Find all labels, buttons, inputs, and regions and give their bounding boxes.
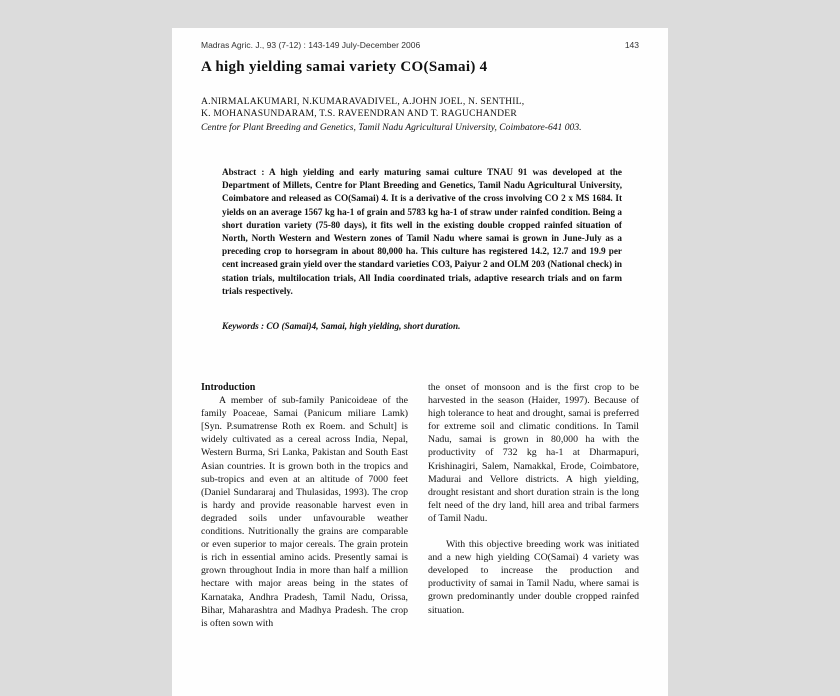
- introduction-heading: Introduction: [201, 382, 256, 393]
- affiliation: Centre for Plant Breeding and Genetics, Tamil Nadu Agricultural University, Coimbatore-641 003.: [201, 122, 582, 133]
- abstract-text: A high yielding and early maturing samai culture TNAU 91 was developed at the Department of Millets, Centre for Plant Breeding and Genetics, Tamil Nadu Agricultural University, Coimbatore and released as CO(Samai) 4. It is a derivative of the cross involving CO 2 x MS 1684. It yields on an average 1567 kg ha-1 of grain and 5783 kg ha-1 of straw under rainfed condition. Being a short duration variety (75-80 days), it fits well in the existing double cropped rainfed situation of North, North Western and Western zones of Tamil Nadu where samai is grown in June-July as a preceding crop to horsegram in about 80,000 ha. This culture has registered 14.2, 12.7 and 19.9 per cent increased grain yield over the standard varieties CO3, Paiyur 2 and OLM 203 (National check) in station trials, multilocation trials, All India coordinated trials, adaptive research trials and on farm trials respectively.: [222, 167, 622, 296]
- author-line-2: K. MOHANASUNDARAM, T.S. RAVEENDRAN AND T. RAGUCHANDER: [201, 108, 517, 119]
- author-line-1: A.NIRMALAKUMARI, N.KUMARAVADIVEL, A.JOHN JOEL, N. SENTHIL,: [201, 96, 525, 107]
- left-column: [201, 381, 408, 630]
- abstract-block: [222, 166, 622, 298]
- paper-page: [172, 28, 668, 696]
- page-number: 143: [624, 40, 639, 50]
- journal-citation: Madras Agric. J., 93 (7-12) : 143-149 July-December 2006: [201, 40, 421, 50]
- keywords: Keywords : CO (Samai)4, Samai, high yielding, short duration.: [222, 321, 461, 331]
- abstract-label: Abstract :: [222, 167, 265, 177]
- author-list: [201, 96, 641, 120]
- intro-paragraph-1: A member of sub-family Panicoideae of the family Poaceae, Samai (Panicum miliare Lamk) [Syn. P.sumatrense Roth ex Roem. and Schult] is widely cultivated as a cereal across India, Nepal, Western Burma, Sri Lanka, Pakistan and South East Asian countries. It is grown both in the tropics and sub-tropics and even at an altitude of 7000 feet (Daniel Sundararaj and Thulasidas, 1993). The crop is hardy and provide reasonable harvest even in degraded soils under unfavourable weather conditions. Nutritionally the grains are comparable or even superior to major cereals. The grain protein is rich in essential amino acids. Presently samai is grown throughout India in more than half a million hectare with major areas being in the states of Karnataka, Andhra Pradesh, Tamil Nadu, Orissa, Bihar, Maharashtra and Madhya Pradesh. The crop is often sown with: [201, 395, 408, 629]
- paper-title: A high yielding samai variety CO(Samai) 4: [201, 59, 488, 75]
- intro-paragraph-2: the onset of monsoon and is the first crop to be harvested in the season (Haider, 1997). Because of high tolerance to heat and drought, samai is preferred for extreme soil and climatic conditions. In Tamil Nadu, samai is grown in 80,000 ha with the productivity of 732 kg ha-1 at Dharmapuri, Krishinagiri, Salem, Namakkal, Erode, Coimbatore, Madurai and Vellore districts. A high yielding, drought resistant and short duration strain is the long felt need of the dry land, hill area and tribal farmers of Tamil Nadu.: [428, 382, 639, 524]
- intro-paragraph-3: With this objective breeding work was initiated and a new high yielding CO(Samai) 4 variety was developed to increase the production and productivity of samai in Tamil Nadu, where samai is grown predominantly under double cropped rainfed situation.: [428, 539, 639, 616]
- right-column: [428, 381, 639, 617]
